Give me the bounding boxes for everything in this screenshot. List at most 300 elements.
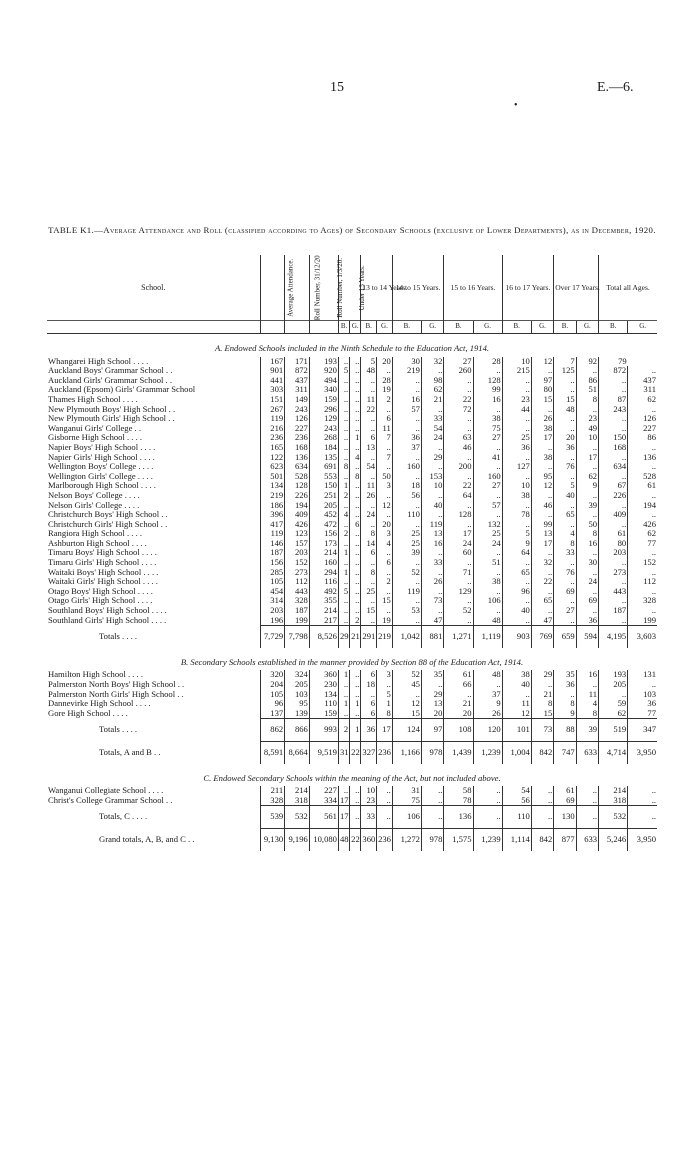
value-cell: 872	[599, 366, 628, 376]
value-cell: ..	[576, 806, 598, 829]
value-cell: 168	[285, 443, 310, 453]
value-cell: 21	[531, 690, 553, 700]
value-cell: 194	[628, 501, 657, 511]
value-cell: 532	[285, 806, 310, 829]
school-name: Otago Girls' High School . . . .	[48, 595, 153, 606]
value-cell: 23	[361, 796, 377, 806]
value-cell: ..	[628, 786, 657, 796]
value-cell: ..	[576, 462, 598, 472]
value-cell: 268	[309, 433, 338, 443]
value-cell: 26	[473, 709, 502, 719]
value-cell: 99	[531, 520, 553, 530]
value-cell: 230	[309, 680, 338, 690]
value-cell: ..	[599, 501, 628, 511]
value-cell: 8	[350, 472, 361, 482]
value-cell: 334	[309, 796, 338, 806]
value-cell: 16	[576, 670, 598, 680]
value-cell: ..	[473, 568, 502, 578]
value-cell: 103	[285, 690, 310, 700]
value-cell: 273	[599, 568, 628, 578]
value-cell: 8	[554, 539, 576, 549]
header-girls: G.	[628, 321, 657, 334]
value-cell: 122	[260, 453, 285, 463]
value-cell: 203	[260, 606, 285, 616]
value-cell: 196	[260, 616, 285, 626]
value-cell: 61	[599, 529, 628, 539]
value-cell: 20	[377, 357, 393, 367]
school-name: Totals, C . . . .	[99, 811, 148, 822]
value-cell: ..	[377, 568, 393, 578]
header-over-17: Over 17 Years.	[554, 255, 599, 321]
value-cell: 25	[473, 529, 502, 539]
value-cell: ..	[531, 786, 553, 796]
value-cell: 23	[502, 395, 531, 405]
value-cell: 216	[260, 424, 285, 434]
value-cell: 236	[377, 828, 393, 850]
value-cell: 57	[392, 405, 421, 415]
value-cell: ..	[421, 405, 443, 415]
value-cell: 360	[361, 828, 377, 850]
value-cell: ..	[350, 366, 361, 376]
value-cell: 327	[361, 741, 377, 763]
value-cell: 15	[361, 606, 377, 616]
value-cell: 45	[392, 680, 421, 690]
value-cell: 219	[392, 366, 421, 376]
value-cell: 184	[309, 443, 338, 453]
value-cell: ..	[361, 577, 377, 587]
value-cell: 87	[599, 395, 628, 405]
value-cell: 62	[628, 395, 657, 405]
value-cell: 12	[377, 501, 393, 511]
value-cell: 17	[377, 719, 393, 742]
table-row	[47, 796, 657, 806]
value-cell: ..	[444, 501, 473, 511]
value-cell: 7,798	[285, 626, 310, 648]
value-cell: ..	[473, 405, 502, 415]
value-cell: 24	[444, 539, 473, 549]
school-name: Gore High School . . . .	[48, 708, 128, 719]
value-cell: 40	[421, 501, 443, 511]
value-cell: ..	[599, 690, 628, 700]
value-cell: 78	[502, 510, 531, 520]
school-name: Palmerston North Girls' High School . .	[48, 688, 184, 699]
value-cell: 40	[502, 680, 531, 690]
value-cell: 69	[554, 796, 576, 806]
value-cell: 6	[361, 548, 377, 558]
school-name: Whangarei High School . . . .	[48, 355, 149, 366]
value-cell: 219	[377, 626, 393, 648]
value-cell: 866	[285, 719, 310, 742]
value-cell: 291	[361, 626, 377, 648]
value-cell: 21	[444, 699, 473, 709]
value-cell: 10	[576, 433, 598, 443]
value-cell: 26	[421, 577, 443, 587]
value-cell: 16	[473, 395, 502, 405]
value-cell: 205	[309, 501, 338, 511]
value-cell: 273	[285, 568, 310, 578]
school-name: Thames High School . . . .	[48, 393, 138, 404]
value-cell: 112	[285, 577, 310, 587]
value-cell: ..	[361, 558, 377, 568]
value-cell: 29	[421, 453, 443, 463]
section-heading: A. Endowed Schools included in the Ninth Schedule to the Education Act, 1914.	[214, 343, 490, 353]
value-cell: 9,519	[309, 741, 338, 763]
value-cell: 136	[285, 453, 310, 463]
value-cell: 15	[392, 709, 421, 719]
value-cell: 441	[260, 376, 285, 386]
school-name: Ashburton High School . . . .	[48, 537, 147, 548]
header-girls: G.	[576, 321, 598, 334]
value-cell: 86	[628, 433, 657, 443]
school-name: Grand totals, A, B, and C . .	[99, 833, 195, 844]
value-cell: 6	[361, 709, 377, 719]
value-cell: 217	[309, 616, 338, 626]
value-cell: 97	[531, 376, 553, 386]
value-cell: 842	[531, 828, 553, 850]
report-reference: E.—6.	[597, 80, 634, 95]
value-cell: ..	[350, 491, 361, 501]
value-cell: 88	[554, 719, 576, 742]
value-cell: 128	[444, 510, 473, 520]
value-cell: ..	[576, 606, 598, 616]
value-cell: ..	[628, 806, 657, 829]
value-cell: 76	[554, 568, 576, 578]
value-cell: 747	[554, 741, 576, 763]
value-cell: 64	[444, 491, 473, 501]
value-cell: ..	[554, 616, 576, 626]
value-cell: 443	[599, 587, 628, 597]
value-cell: 872	[285, 366, 310, 376]
value-cell: 72	[444, 405, 473, 415]
value-cell: ..	[628, 568, 657, 578]
value-cell: 48	[473, 616, 502, 626]
value-cell: ..	[361, 472, 377, 482]
section-heading: B. Secondary Schools established in the manner provided by Section 88 of the Education Act, 1914.	[180, 656, 524, 667]
value-cell: 26	[361, 491, 377, 501]
value-cell: 10	[502, 481, 531, 491]
value-cell: 437	[628, 376, 657, 386]
value-cell: 501	[260, 472, 285, 482]
value-cell: 340	[309, 385, 338, 395]
section-heading-row	[47, 764, 657, 787]
value-cell: 66	[444, 680, 473, 690]
value-cell: ..	[350, 587, 361, 597]
value-cell: ..	[377, 786, 393, 796]
header-boys: B.	[392, 321, 421, 334]
value-cell: ..	[377, 587, 393, 597]
value-cell: 328	[260, 796, 285, 806]
value-cell: ..	[421, 443, 443, 453]
value-cell: 12	[502, 709, 531, 719]
value-cell: 5	[338, 587, 349, 597]
value-cell: ..	[628, 443, 657, 453]
value-cell: 168	[599, 443, 628, 453]
value-cell: 48	[473, 670, 502, 680]
value-cell: 18	[361, 680, 377, 690]
value-cell: 38	[473, 414, 502, 424]
value-cell: ..	[350, 568, 361, 578]
value-cell: 36	[576, 616, 598, 626]
value-cell: 9,196	[285, 828, 310, 850]
value-cell: 24	[421, 433, 443, 443]
value-cell: ..	[628, 510, 657, 520]
value-cell: ..	[554, 558, 576, 568]
value-cell: 48	[361, 366, 377, 376]
value-cell: 17	[531, 433, 553, 443]
table-row	[47, 709, 657, 719]
value-cell: 65	[531, 596, 553, 606]
value-cell: ..	[350, 501, 361, 511]
value-cell: 11	[361, 481, 377, 491]
value-cell: 97	[421, 719, 443, 742]
value-cell: ..	[444, 472, 473, 482]
value-cell: ..	[350, 376, 361, 386]
value-cell: ..	[576, 491, 598, 501]
school-name: Wanganui Collegiate School . . . .	[48, 785, 164, 796]
value-cell: 311	[285, 385, 310, 395]
header-14-15: 14 to 15 Years.	[392, 255, 444, 321]
value-cell: 120	[473, 719, 502, 742]
value-cell: ..	[361, 414, 377, 424]
value-cell: ..	[444, 385, 473, 395]
value-cell: 10,080	[309, 828, 338, 850]
value-cell: 20	[377, 520, 393, 530]
value-cell: ..	[599, 376, 628, 386]
value-cell: ..	[421, 680, 443, 690]
value-cell: 10	[361, 786, 377, 796]
value-cell: ..	[361, 596, 377, 606]
value-cell: 1	[338, 568, 349, 578]
header-16-17: 16 to 17 Years.	[502, 255, 554, 321]
value-cell: 842	[531, 741, 553, 763]
value-cell: 260	[444, 366, 473, 376]
value-cell: ..	[350, 670, 361, 680]
value-cell: 314	[260, 596, 285, 606]
value-cell: 21	[350, 626, 361, 648]
value-cell: 528	[285, 472, 310, 482]
totals-row	[47, 719, 657, 742]
value-cell: 528	[628, 472, 657, 482]
value-cell: 28	[473, 357, 502, 367]
value-cell: ..	[361, 616, 377, 626]
value-cell: 50	[576, 520, 598, 530]
value-cell: ..	[502, 453, 531, 463]
value-cell: 226	[599, 491, 628, 501]
value-cell: 6	[361, 699, 377, 709]
value-cell: 437	[285, 376, 310, 386]
header-girls: G.	[377, 321, 393, 334]
value-cell: 53	[392, 606, 421, 616]
value-cell: ..	[421, 606, 443, 616]
header-girls: G.	[350, 321, 361, 334]
value-cell: 199	[628, 616, 657, 626]
value-cell: 139	[285, 709, 310, 719]
value-cell: ..	[531, 462, 553, 472]
value-cell: 69	[554, 587, 576, 597]
value-cell: ..	[338, 395, 349, 405]
value-cell: ..	[554, 501, 576, 511]
value-cell: ..	[554, 520, 576, 530]
value-cell: ..	[377, 548, 393, 558]
value-cell: 95	[285, 699, 310, 709]
value-cell: 150	[309, 481, 338, 491]
header-total: Total all Ages.	[599, 255, 657, 321]
value-cell: ..	[531, 366, 553, 376]
value-cell: 119	[421, 520, 443, 530]
value-cell: 33	[421, 414, 443, 424]
value-cell: ..	[554, 453, 576, 463]
value-cell: 2	[377, 395, 393, 405]
value-cell: ..	[392, 558, 421, 568]
header-boys: B.	[338, 321, 349, 334]
value-cell: 320	[260, 670, 285, 680]
value-cell: 203	[599, 548, 628, 558]
value-cell: 17	[444, 529, 473, 539]
value-cell: 49	[576, 424, 598, 434]
value-cell: 128	[473, 376, 502, 386]
value-cell: 227	[309, 786, 338, 796]
value-cell: ..	[338, 709, 349, 719]
value-cell: 39	[392, 548, 421, 558]
value-cell: 110	[502, 806, 531, 829]
value-cell: 187	[599, 606, 628, 616]
value-cell: ..	[350, 395, 361, 405]
value-cell: 11	[502, 699, 531, 709]
value-cell: ..	[531, 796, 553, 806]
value-cell: ..	[361, 376, 377, 386]
value-cell: 494	[309, 376, 338, 386]
value-cell: 2	[338, 719, 349, 742]
value-cell: 5	[502, 529, 531, 539]
value-cell: 347	[628, 719, 657, 742]
value-cell: 634	[599, 462, 628, 472]
value-cell: 80	[531, 385, 553, 395]
value-cell: 203	[285, 548, 310, 558]
value-cell: ..	[628, 548, 657, 558]
value-cell: 194	[285, 501, 310, 511]
value-cell: ..	[338, 539, 349, 549]
value-cell: 20	[421, 709, 443, 719]
value-cell: 124	[392, 719, 421, 742]
header-girls: G.	[531, 321, 553, 334]
value-cell: 1	[377, 699, 393, 709]
value-cell: ..	[473, 786, 502, 796]
school-name: Auckland Girls' Grammar School . .	[48, 374, 172, 385]
value-cell: ..	[531, 405, 553, 415]
value-cell: 95	[531, 472, 553, 482]
value-cell: 46	[531, 501, 553, 511]
value-cell: 227	[628, 424, 657, 434]
value-cell: 103	[628, 690, 657, 700]
value-cell: 59	[599, 699, 628, 709]
value-cell: ..	[473, 806, 502, 829]
school-name: Totals, A and B . .	[99, 746, 161, 757]
value-cell: 24	[361, 510, 377, 520]
value-cell: 129	[444, 587, 473, 597]
school-name: Auckland Boys' Grammar School . .	[48, 365, 173, 376]
value-cell: 38	[502, 491, 531, 501]
value-cell: 17	[576, 453, 598, 463]
value-cell: 56	[502, 796, 531, 806]
value-cell: ..	[338, 786, 349, 796]
value-cell: ..	[377, 680, 393, 690]
value-cell: 318	[599, 796, 628, 806]
value-cell: 3	[377, 529, 393, 539]
value-cell: ..	[473, 606, 502, 616]
value-cell: 54	[361, 462, 377, 472]
value-cell: 25	[392, 539, 421, 549]
value-cell: 659	[554, 626, 576, 648]
value-cell: 1,271	[444, 626, 473, 648]
value-cell: ..	[628, 587, 657, 597]
value-cell: 214	[309, 548, 338, 558]
value-cell: 492	[309, 587, 338, 597]
value-cell: 186	[260, 501, 285, 511]
value-cell: 1	[338, 670, 349, 680]
value-cell: 46	[444, 443, 473, 453]
value-cell: ..	[502, 520, 531, 530]
value-cell: ..	[473, 443, 502, 453]
value-cell: 10	[502, 357, 531, 367]
header-boys: B.	[554, 321, 576, 334]
value-cell: ..	[531, 568, 553, 578]
value-cell: 22	[350, 828, 361, 850]
value-cell: ..	[444, 596, 473, 606]
header-boys: B.	[444, 321, 473, 334]
value-cell: 106	[392, 806, 421, 829]
value-cell: 633	[576, 828, 598, 850]
value-cell: 9	[554, 709, 576, 719]
value-cell: ..	[338, 690, 349, 700]
totals-row	[47, 626, 657, 648]
header-school: School.	[141, 282, 166, 292]
value-cell: ..	[599, 596, 628, 606]
school-name: New Plymouth Girls' High School . .	[48, 413, 175, 424]
value-cell: 215	[502, 366, 531, 376]
value-cell: ..	[531, 443, 553, 453]
value-cell: 4	[350, 453, 361, 463]
value-cell: ..	[338, 520, 349, 530]
value-cell: 214	[309, 606, 338, 616]
value-cell: ..	[444, 616, 473, 626]
page-number: 15	[330, 80, 344, 95]
header-boys: B.	[502, 321, 531, 334]
value-cell: 3	[377, 670, 393, 680]
value-cell: 4	[576, 699, 598, 709]
value-cell: ..	[599, 616, 628, 626]
value-cell: ..	[392, 616, 421, 626]
section-heading: C. Endowed Secondary Schools within the meaning of the Act, but not included above.	[203, 772, 501, 783]
value-cell: 634	[285, 462, 310, 472]
value-cell: 22	[444, 395, 473, 405]
value-cell: ..	[377, 443, 393, 453]
value-cell: 28	[377, 376, 393, 386]
value-cell: 6	[377, 414, 393, 424]
value-cell: 5	[554, 481, 576, 491]
value-cell: 52	[392, 568, 421, 578]
value-cell: ..	[576, 796, 598, 806]
value-cell: ..	[444, 558, 473, 568]
value-cell: 296	[309, 405, 338, 415]
value-cell: 360	[309, 670, 338, 680]
value-cell: ..	[392, 414, 421, 424]
value-cell: 105	[260, 577, 285, 587]
value-cell: 214	[285, 786, 310, 796]
value-cell: 153	[421, 472, 443, 482]
value-cell: 187	[285, 606, 310, 616]
value-cell: 29	[531, 670, 553, 680]
attendance-table	[47, 255, 657, 851]
